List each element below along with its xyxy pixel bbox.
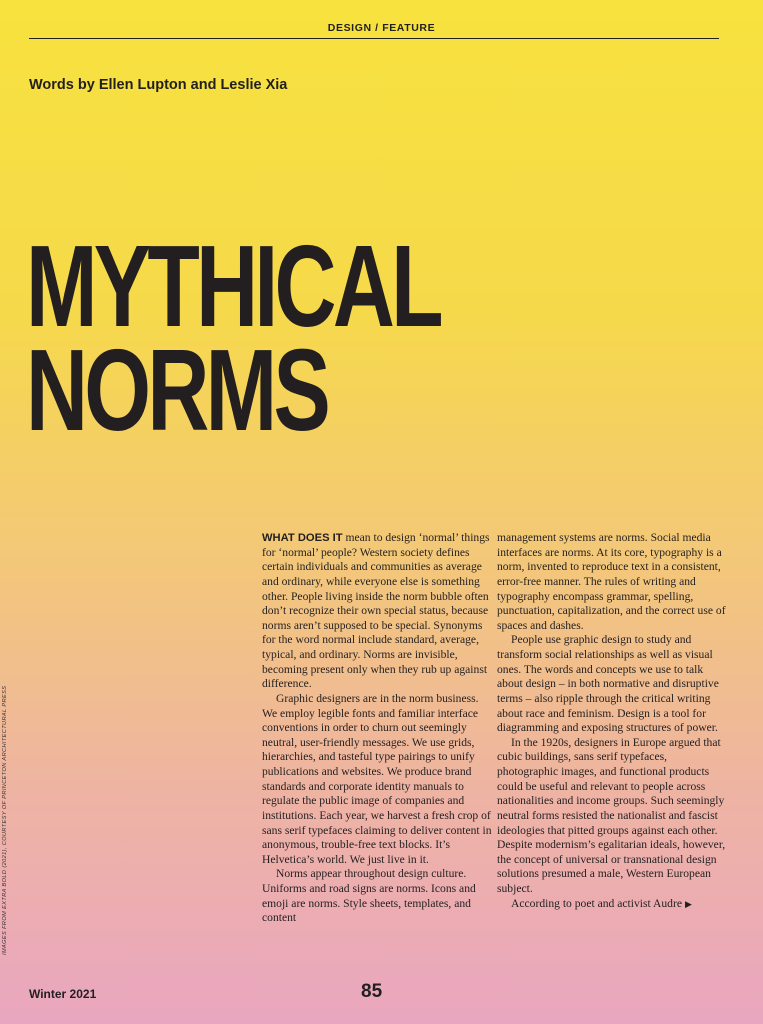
paragraph-text: mean to design ‘normal’ things for ‘normal’ people? Western society defines certain individuals and communities as average and ordinary, while everyone else is something other. People living inside the norm bubble often don’t recognize their own special status, because norms aren’t supposed to be special. Synonyms for the word normal include standard, average, typical, and ordinary. Norms are invisible, becoming present only when they rub up against difference.	[262, 531, 490, 691]
paragraph	[262, 531, 494, 692]
article-title	[26, 221, 440, 455]
paragraph: In the 1920s, designers in Europe argued that cubic buildings, sans serif typefaces, photographic images, and functional products could be useful and relevant to people across nationalities and income groups. Such seemingly neutral forms resisted the nationalist and fascist ideologies that pitted groups against each other. Despite modernism’s egalitarian ideals, however, the concept of universal or transnational design solutions presumed a male, Western European subject.	[497, 735, 726, 895]
paragraph	[497, 897, 729, 912]
body-column-1	[262, 531, 494, 926]
section-label: DESIGN / FEATURE	[327, 22, 436, 34]
paragraph-text: According to poet and activist Audre	[511, 896, 682, 910]
byline: Words by Ellen Lupton and Leslie Xia	[29, 77, 288, 93]
paragraph: management systems are norms. Social media interfaces are norms. At its core, typography is a norm, invented to reproduce text in a consistent, error-free manner. The rules of writing and typography encompass grammar, spelling, punctuation, capitalization, and the correct use of spaces and dashes.	[497, 531, 726, 632]
title-line-1: MYTHICAL	[26, 221, 440, 351]
header-rule	[29, 38, 719, 39]
paragraph: Norms appear throughout design culture. Uniforms and road signs are norms. Icons and emoji are norms. Style sheets, templates, and content	[262, 867, 476, 925]
footer-issue: Winter 2021	[29, 987, 97, 1001]
paragraph: People use graphic design to study and transform social relationships as well as visual ones. The words and concepts we use to talk about design – in both normative and disruptive terms – also ripple through the critical writing about race and feminism. Design is a tool for diagramming and exposing structures of power.	[497, 633, 719, 735]
page-number: 85	[361, 981, 383, 1002]
continue-arrow-icon: ▶	[684, 898, 692, 909]
title-line-2: NORMS	[26, 325, 328, 455]
paragraph: Graphic designers are in the norm business. We employ legible fonts and familiar interface conventions in order to churn out seemingly neutral, user-friendly messages. We use grids, hierarchies, and tasteful type pairings to unify publications and websites. We produce brand standards and corporate identity manuals to regulate the public image of companies and institutions. Each year, we harvest a fresh crop of sans serif typefaces claiming to deliver content in anonymous, trouble-free text blocks. It’s Helvetica’s world. We just live in it.	[262, 691, 492, 866]
image-credit: IMAGES FROM EXTRA BOLD (2021), COURTESY OF PRINCETON ARCHITECTURAL PRESS	[2, 685, 8, 955]
lead-in: WHAT DOES IT	[262, 532, 343, 544]
body-column-2	[497, 531, 729, 911]
